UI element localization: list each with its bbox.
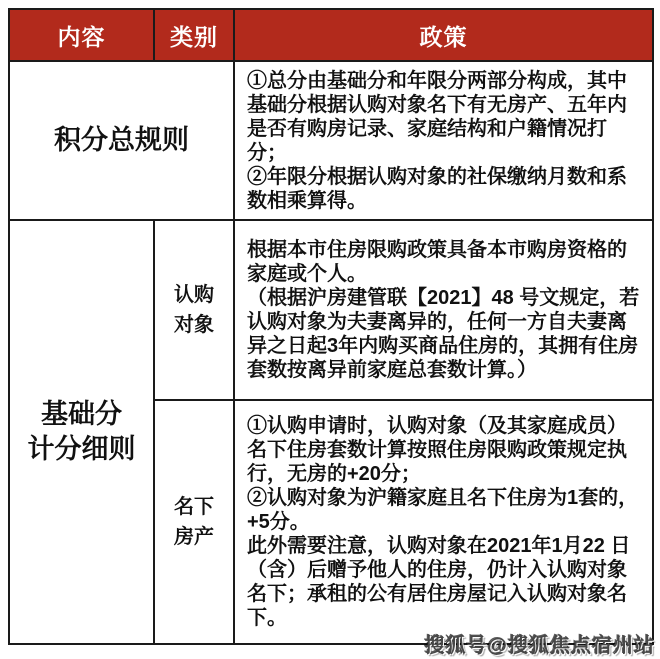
category-label-line: 名下 (174, 496, 214, 518)
header-category: 类别 (154, 9, 234, 61)
category-label-property (154, 400, 234, 644)
table-row-subscriber (9, 220, 653, 400)
policy-paragraph: ②年限分根据认购对象的社保缴纳月数和系数相乘算得。 (247, 165, 627, 212)
category-label-line: 房产 (174, 526, 214, 548)
policy-paragraph: ①认购申请时，认购对象（及其家庭成员）名下住房套数计算按照住房限购政策规定执行，无房的+20分； (247, 415, 627, 485)
category-label-line: 认购 (174, 284, 214, 306)
table-header-row (9, 9, 653, 61)
policy-cell-property (234, 400, 653, 644)
table-row-general-rules (9, 61, 653, 220)
row-label-line: 计分细则 (27, 434, 136, 464)
header-content: 内容 (9, 9, 154, 61)
category-label-subscriber (154, 220, 234, 400)
row-label-basic-score-rules (9, 220, 154, 644)
policy-paragraph: （根据沪房建管联【2021】48 号文规定，若认购对象为夫妻离异的，任何一方自夫妻离异之日起3年内购买商品住房的，其拥有住房套数按离异前家庭总套数计算。） (247, 287, 640, 381)
row-label-line: 基础分 (41, 399, 122, 429)
watermark: 搜狐号@搜狐焦点宿州站 (424, 635, 655, 657)
policy-paragraph: 此外需要注意，认购对象在2021年1月22 日（含）后赠予他人的住房，仍计入认购对象名下；承租的公有居住房屋记入认购对象名下。 (247, 535, 631, 629)
policy-cell-subscriber (234, 220, 653, 400)
policy-paragraph: ②认购对象为沪籍家庭且名下住房为1套的，+5分。 (247, 487, 639, 533)
row-label-general-rules: 积分总规则 (9, 61, 234, 220)
policy-table (8, 8, 654, 645)
policy-paragraph: 根据本市住房限购政策具备本市购房资格的家庭或个人。 (247, 239, 627, 285)
policy-cell-general-rules (234, 61, 653, 220)
header-policy: 政策 (234, 9, 653, 61)
category-label-line: 对象 (174, 314, 214, 336)
policy-paragraph: ①总分由基础分和年限分两部分构成，其中基础分根据认购对象名下有无房产、五年内是否有购房记录、家庭结构和户籍情况打分； (247, 69, 627, 164)
